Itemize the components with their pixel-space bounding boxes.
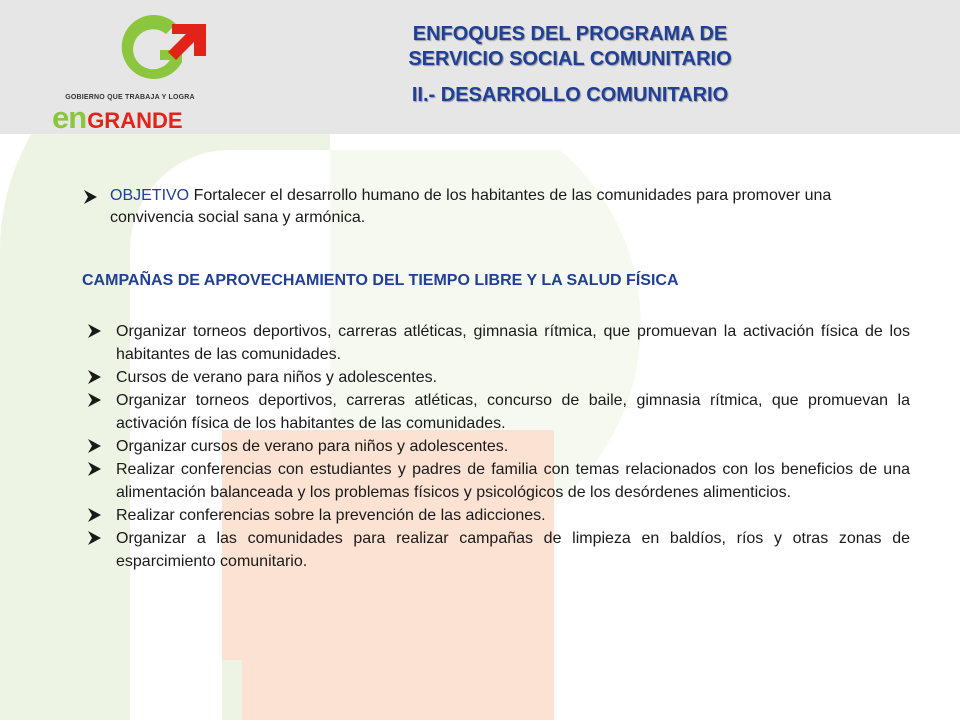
- arrowhead-bullet-icon: [84, 458, 106, 480]
- list-item-text: Organizar torneos deportivos, carreras atléticas, gimnasia rítmica, que promuevan la activación física de los habitantes de las comunidades.: [116, 323, 910, 363]
- logo-wordmark-grande: GRANDE: [87, 108, 183, 133]
- arrowhead-bullet-icon: [80, 186, 102, 208]
- list-item-text: Realizar conferencias con estudiantes y padres de familia con temas relacionados con los beneficios de una alimentación balanceada y los problemas físicos y psicológicos de los desórdenes alimenticios.: [116, 461, 910, 501]
- arrowhead-bullet-icon: [84, 366, 106, 388]
- list-item-text: Cursos de verano para niños y adolescentes.: [116, 369, 438, 386]
- objective-paragraph: [80, 185, 880, 229]
- list-item-text: Realizar conferencias sobre la prevención de las adicciones.: [116, 507, 546, 524]
- page-title-line-2: SERVICIO SOCIAL COMUNITARIO: [408, 48, 732, 70]
- arrowhead-bullet-icon: [84, 389, 106, 411]
- list-item: [84, 320, 910, 366]
- list-item-text: Organizar a las comunidades para realizar campañas de limpieza en baldíos, ríos y otras zonas de esparcimiento comunitario.: [116, 530, 910, 570]
- list-item: [84, 458, 910, 504]
- arrowhead-bullet-icon: [84, 435, 106, 457]
- arrowhead-bullet-icon: [84, 527, 106, 549]
- section-heading: CAMPAÑAS DE APROVECHAMIENTO DEL TIEMPO LIBRE Y LA SALUD FÍSICA: [82, 272, 679, 289]
- arrowhead-bullet-icon: [84, 504, 106, 526]
- list-item-text: Organizar torneos deportivos, carreras atléticas, concurso de baile, gimnasia rítmica, que promuevan la activación física de los habitantes de las comunidades.: [116, 392, 910, 432]
- page-title-line-1: ENFOQUES DEL PROGRAMA DE: [412, 23, 728, 45]
- logo-wordmark-en: en: [52, 100, 87, 135]
- list-item: [84, 504, 910, 527]
- list-item: [84, 366, 910, 389]
- arrowhead-bullet-icon: [84, 320, 106, 342]
- objective-label: OBJETIVO: [110, 187, 190, 204]
- campaign-list: [84, 320, 910, 573]
- objective-body: Fortalecer el desarrollo humano de los habitantes de las comunidades para promover una convivencia social sana y armónica.: [110, 187, 832, 226]
- page-subtitle: II.- DESARROLLO COMUNITARIO: [411, 84, 729, 106]
- list-item: [84, 435, 910, 458]
- list-item: [84, 389, 910, 435]
- logo-tagline: GOBIERNO QUE TRABAJA Y LOGRA: [65, 94, 195, 101]
- list-item-text: Organizar cursos de verano para niños y adolescentes.: [116, 438, 509, 455]
- objective-text: [110, 185, 880, 229]
- list-item: [84, 527, 910, 573]
